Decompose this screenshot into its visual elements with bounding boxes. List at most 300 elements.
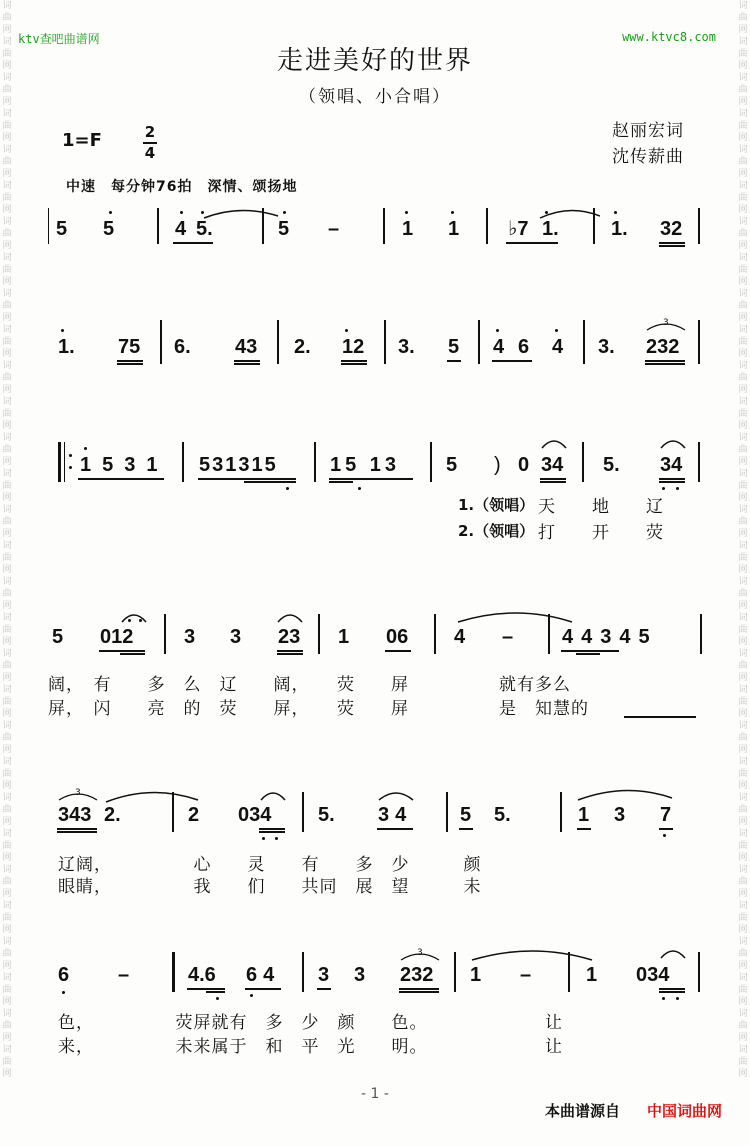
tie [456,604,576,624]
low-dot [662,487,665,490]
watermark-char: 词 [738,937,748,947]
note-group: 15 13 [330,454,401,476]
watermark-char: 网 [738,277,748,287]
note: 1 [586,964,598,986]
watermark-char: 曲 [2,13,12,23]
slur [377,786,415,802]
verse-1-label: 1.（领唱） [458,496,535,514]
watermark-char: 词 [738,577,748,587]
note: 034 [238,804,272,826]
watermark-char: 曲 [738,517,748,527]
note: 3 [318,964,330,986]
watermark-char: 曲 [738,625,748,635]
barline-double [172,952,175,992]
watermark-char: 网 [738,97,748,107]
watermark-char: 词 [2,217,12,227]
watermark-char: 词 [738,181,748,191]
watermark-char: 曲 [2,481,12,491]
high-dot [61,329,64,332]
low-dot [250,994,253,997]
watermark-char: 曲 [2,49,12,59]
low-dot [275,837,278,840]
beam [329,481,353,483]
watermark-char: 网 [738,313,748,323]
note: 64 [246,964,281,986]
watermark-char: 词 [2,901,12,911]
note: 3 [184,626,196,648]
note: 343 [58,804,92,826]
tempo-marking: 中速 每分钟76拍 深情、颂扬地 [66,179,298,195]
watermark-char: 网 [2,241,12,251]
watermark-char: 网 [738,421,748,431]
note: 12 [342,336,365,358]
watermark-char: 曲 [2,373,12,383]
barline [582,442,584,482]
note-group: 44345 [562,626,658,648]
note: 5. [196,218,213,240]
watermark-char: 曲 [2,697,12,707]
note: 1 [578,804,590,826]
svg-text:3: 3 [663,318,669,328]
slur [204,210,278,218]
slur [576,782,676,802]
watermark-char: 词 [2,433,12,443]
lyricist-credit: 赵丽宏词 [612,121,684,141]
watermark-char: 词 [738,541,748,551]
note: – [328,218,340,240]
barline [164,614,166,654]
note: 1 [448,218,460,240]
note: 4.6 [188,964,216,986]
beam [659,242,685,244]
watermark-char: 曲 [2,949,12,959]
beam [117,360,143,362]
note: 43 [235,336,258,358]
watermark-char: 词 [2,1009,12,1019]
beam [198,478,296,480]
watermark-char: 网 [2,853,12,863]
note: 23 [278,626,301,648]
watermark-char: 网 [2,997,12,1007]
beam [259,831,285,833]
barline [302,792,304,832]
barline [157,208,159,244]
note: 2 [188,804,200,826]
note: 5 [446,454,458,476]
watermark-char: 曲 [738,193,748,203]
note: 5 [52,626,64,648]
slur [540,210,600,218]
beam [659,991,685,993]
watermark-char: 曲 [2,913,12,923]
repeat-barline-thin [64,442,65,482]
barline [698,208,700,244]
watermark-char: 词 [2,1,12,11]
note: 06 [386,626,409,648]
page-number: - 1 - [361,1086,389,1102]
source-label: 本曲谱源自 [544,1102,620,1120]
watermark-char: 词 [738,829,748,839]
watermark-char: 网 [2,529,12,539]
lyrics-verse-2: 眼睛， 我 们 共同 展 望 未 [58,877,482,897]
watermark-char: 网 [738,349,748,359]
composer-credit: 沈传薪曲 [612,147,684,167]
low-dot [358,487,361,490]
watermark-char: 曲 [2,553,12,563]
verse-2-label: 2.（领唱） [458,522,535,540]
watermark-char: 词 [738,1,748,11]
beam [385,650,411,652]
beam [234,363,260,365]
watermark-char: 词 [2,613,12,623]
watermark-char: 词 [2,109,12,119]
watermark-char: 词 [738,469,748,479]
watermark-char: 词 [738,109,748,119]
watermark-char: 网 [738,601,748,611]
watermark-char: 网 [2,961,12,971]
watermark-char: 词 [738,865,748,875]
key-signature: 1=F [62,130,102,151]
watermark-char: 词 [738,253,748,263]
note: 3 [230,626,242,648]
note: 5. [318,804,335,826]
lyrics-verse-1: 辽阔， 心 灵 有 多 少 颜 [58,855,482,875]
watermark-char: 曲 [2,805,12,815]
beam [645,363,685,365]
watermark-char: 曲 [2,1057,12,1067]
note: 3 [354,964,366,986]
beam [561,650,619,652]
lyrics-verse-1: 色， 荧屏就有 多 少 颜 色。 让 [58,1013,563,1033]
time-sig-bottom: 4 [144,144,156,162]
watermark-char: 曲 [2,121,12,131]
high-dot [180,211,183,214]
watermark-char: 词 [2,577,12,587]
beam [57,831,97,833]
watermark-char: 网 [738,169,748,179]
watermark-char: 曲 [2,877,12,887]
watermark-char: 词 [738,973,748,983]
watermark-char: 词 [738,685,748,695]
slur [259,786,287,802]
note: 1. [542,218,559,240]
watermark-char: 曲 [738,877,748,887]
watermark-char: 词 [2,829,12,839]
watermark-char: 词 [2,973,12,983]
barline [314,442,316,482]
watermark-char: 曲 [738,85,748,95]
watermark-char: 网 [738,961,748,971]
note: 5 [56,218,68,240]
watermark-char: 词 [738,37,748,47]
beam [117,363,143,365]
svg-text:3: 3 [75,788,81,798]
low-dot [676,997,679,1000]
watermark-char: 网 [738,637,748,647]
note: 232 [646,336,680,358]
note: 3. [598,336,615,358]
beam [173,242,213,244]
watermark-char: 网 [738,25,748,35]
note: 6 [518,336,530,358]
watermark-char: 曲 [2,193,12,203]
repeat-dot [69,454,72,457]
watermark-char: 曲 [2,445,12,455]
watermark-char: 词 [2,253,12,263]
watermark-char: 词 [738,757,748,767]
tie [470,942,596,962]
note: – [118,964,130,986]
beam [317,988,331,990]
watermark-char: 词 [738,361,748,371]
beam [540,481,566,483]
watermark-char: 曲 [2,157,12,167]
watermark-char: 词 [738,721,748,731]
beam [206,991,225,993]
low-dot [663,834,666,837]
beam [341,360,367,362]
watermark-char: 曲 [2,229,12,239]
watermark-char: 网 [2,133,12,143]
watermark-char: 网 [738,1033,748,1043]
svg-text:3: 3 [417,948,423,958]
beam [492,360,532,362]
high-dot [496,329,499,332]
watermark-char: 曲 [738,49,748,59]
note: 32 [660,218,683,240]
watermark-char: 网 [738,565,748,575]
watermark-char: 网 [2,601,12,611]
watermark-char: 词 [2,181,12,191]
watermark-char: 曲 [738,265,748,275]
low-dot [262,837,265,840]
beam [329,478,413,480]
low-dot [286,487,289,490]
beam [234,360,260,362]
watermark-char: 曲 [2,589,12,599]
song-subtitle: （领唱、小合唱） [299,87,451,107]
barline [454,952,456,992]
beam [659,478,685,480]
slur [276,608,304,624]
site-name-left: ktv查吧曲谱网 [18,32,100,46]
lyric-underline [624,716,696,718]
note: 1. [58,336,75,358]
watermark-char: 网 [738,61,748,71]
beam [187,988,225,990]
watermark-char: 词 [2,469,12,479]
watermark-char: 网 [738,781,748,791]
watermark-char: 网 [2,61,12,71]
watermark-char: 词 [2,37,12,47]
note: 34 [541,454,564,476]
beam [277,653,303,655]
brand-link[interactable]: 中国词曲网 [646,1102,722,1120]
watermark-char: 曲 [738,553,748,563]
note: 5 [278,218,290,240]
barline [318,614,320,654]
beam [244,481,296,483]
watermark-right [736,0,750,1146]
watermark-char: 网 [738,133,748,143]
watermark-char: 网 [2,925,12,935]
barline [182,442,184,482]
note: 34 [660,454,683,476]
low-dot [662,997,665,1000]
time-signature [143,124,157,162]
note: 75 [118,336,141,358]
low-dot [62,991,65,994]
watermark-char: 词 [2,145,12,155]
watermark-char: 曲 [2,661,12,671]
watermark-char: 词 [738,613,748,623]
watermark-char: 网 [738,493,748,503]
watermark-char: 网 [2,97,12,107]
watermark-char: 词 [738,433,748,443]
beam [659,245,685,247]
watermark-char: 词 [2,541,12,551]
watermark-char: 网 [2,709,12,719]
watermark-char: 曲 [2,733,12,743]
high-dot [614,211,617,214]
barline [302,952,304,992]
note: 4 [493,336,505,358]
watermark-char: 网 [738,817,748,827]
barline [277,320,279,364]
watermark-char: 网 [738,925,748,935]
watermark-char: 词 [2,1045,12,1055]
watermark-char: 网 [2,781,12,791]
watermark-char: 曲 [738,445,748,455]
low-dot [216,997,219,1000]
note-group: 531315 [199,454,278,476]
barline [698,442,700,482]
watermark-char: 词 [738,793,748,803]
note: ♭7 [508,218,529,240]
watermark-char: 曲 [738,769,748,779]
barline [560,792,562,832]
beam [341,363,367,365]
beam [645,360,685,362]
beam [576,653,600,655]
lyrics-verse-2: 屏， 闪 亮 的 荧 屏， 荧 屏 是 知慧的 [48,699,589,719]
slur-group [200,204,600,224]
watermark-char: 网 [2,205,12,215]
barline [698,320,700,364]
watermark-char: 词 [738,217,748,227]
lyrics-verse-1: 阔， 有 多 么 辽 阔， 荧 屏 就有多么 [48,675,571,695]
barline [430,442,432,482]
watermark-char: 网 [2,817,12,827]
watermark-char: 曲 [2,85,12,95]
watermark-char: 曲 [2,517,12,527]
watermark-char: 网 [738,889,748,899]
note: 34 [378,804,413,826]
tie [104,784,200,804]
beam [399,988,439,990]
watermark-char: 曲 [2,985,12,995]
watermark-char: 网 [2,169,12,179]
note: 5 [103,218,115,240]
watermark-char: 词 [738,1009,748,1019]
barline [160,320,162,364]
triplet-mark [57,786,99,804]
watermark-char: 网 [2,745,12,755]
watermark-char: 曲 [2,841,12,851]
watermark-char: 网 [738,853,748,863]
watermark-char: 网 [738,997,748,1007]
watermark-char: 网 [738,385,748,395]
lyrics-verse-2: 打 开 荧 [538,523,664,543]
watermark-char: 词 [738,145,748,155]
beam [659,481,685,483]
high-dot [109,211,112,214]
note: 2. [294,336,311,358]
note: 034 [636,964,670,986]
watermark-char: 网 [2,349,12,359]
high-dot [84,447,87,450]
watermark-char: 网 [2,637,12,647]
note: 4 [552,336,564,358]
watermark-char: 曲 [2,625,12,635]
watermark-char: 词 [738,505,748,515]
slur [120,608,148,624]
watermark-char: 曲 [738,805,748,815]
note-group: 1531 [80,454,169,476]
note: 0 [518,454,530,476]
watermark-char: 曲 [738,301,748,311]
note: 2. [104,804,121,826]
watermark-char: 曲 [738,949,748,959]
watermark-char: 词 [738,901,748,911]
watermark-char: 网 [2,1069,12,1079]
note: 1. [611,218,628,240]
watermark-char: 词 [2,361,12,371]
watermark-char: 词 [2,721,12,731]
beam [99,650,145,652]
watermark-char: 曲 [2,265,12,275]
high-dot [555,329,558,332]
beam [277,650,303,652]
watermark-char: 网 [2,25,12,35]
watermark-char: 曲 [738,337,748,347]
watermark-char: 曲 [738,697,748,707]
watermark-char: 曲 [738,1057,748,1067]
watermark-char: 曲 [2,1021,12,1031]
note: 5 [460,804,472,826]
beam [447,360,461,362]
watermark-char: 曲 [2,301,12,311]
watermark-char: 曲 [738,13,748,23]
watermark-char: 网 [2,421,12,431]
beam [540,478,566,480]
watermark-char: 曲 [738,985,748,995]
watermark-char: 词 [738,649,748,659]
beam [377,828,413,830]
watermark-char: 曲 [738,1021,748,1031]
time-sig-top: 2 [144,123,156,141]
watermark-char: 曲 [738,373,748,383]
watermark-char: 网 [738,745,748,755]
note: 012 [100,626,134,648]
note: – [502,626,514,648]
watermark-char: 网 [2,1033,12,1043]
note: 6. [174,336,191,358]
watermark-char: 网 [738,673,748,683]
song-title: 走进美好的世界 [276,46,473,76]
watermark-char: 曲 [738,661,748,671]
beam [78,478,164,480]
